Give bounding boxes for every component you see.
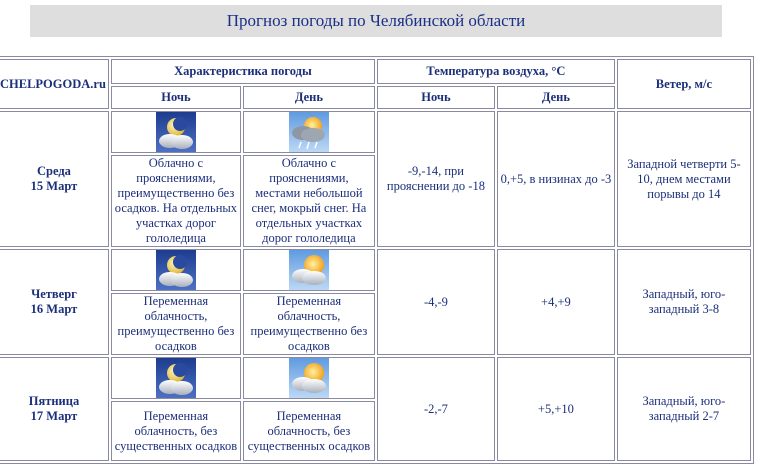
temp-day: +5,+10	[497, 357, 615, 461]
day-description: Переменная облачность, без существенных осадков	[243, 401, 375, 461]
date: 17 Март	[30, 409, 78, 423]
forecast-table	[0, 56, 754, 464]
day-icon-cell	[243, 249, 375, 291]
page-title: Прогноз погоды по Челябинской области	[30, 5, 722, 37]
weekday: Среда	[36, 164, 71, 178]
sun-cloud-icon	[289, 358, 329, 398]
air-temperature-header: Температура воздуха, °С	[377, 59, 615, 84]
wind-value: Западной четверти 5-10, днем местами порывы до 14	[617, 111, 751, 247]
temp-night: -9,-14, при прояснении до -18	[377, 111, 495, 247]
moon-cloud-icon	[156, 250, 196, 290]
day-label	[0, 111, 109, 247]
day-label	[0, 357, 109, 461]
temp-day: 0,+5, в низинах до -3	[497, 111, 615, 247]
weather-day-header: День	[243, 86, 375, 109]
day-icon-cell	[243, 111, 375, 153]
day-description: Переменная облачность, преимущественно без осадков	[243, 293, 375, 355]
weather-night-header: Ночь	[111, 86, 241, 109]
temp-day: +4,+9	[497, 249, 615, 355]
night-description: Облачно с прояснениями, преимущественно без осадков. На отдельных участках дорог гололедица	[111, 155, 241, 247]
day-label	[0, 249, 109, 355]
site-name: CHELPOGODA.ru	[0, 59, 109, 109]
sun-cloud-icon	[289, 250, 329, 290]
sun-cloud-snow-icon	[289, 112, 329, 152]
weekday: Четверг	[31, 287, 77, 301]
night-icon-cell	[111, 111, 241, 153]
wind-value: Западный, юго-западный 2-7	[617, 357, 751, 461]
weekday: Пятница	[28, 394, 80, 408]
day-icon-cell	[243, 357, 375, 399]
temp-night: -4,-9	[377, 249, 495, 355]
night-description: Переменная облачность, без существенных осадков	[111, 401, 241, 461]
wind-header: Ветер, м/с	[617, 59, 751, 109]
date: 15 Март	[30, 179, 78, 193]
moon-cloud-icon	[156, 358, 196, 398]
night-icon-cell	[111, 249, 241, 291]
date: 16 Март	[30, 302, 78, 316]
day-description: Облачно с прояснениями, местами небольшой снег, мокрый снег. На отдельных участках дорог гололедица	[243, 155, 375, 247]
weather-characteristics-header: Характеристика погоды	[111, 59, 375, 84]
temp-night-header: Ночь	[377, 86, 495, 109]
night-icon-cell	[111, 357, 241, 399]
moon-cloud-icon	[156, 112, 196, 152]
night-description: Переменная облачность, преимущественно без осадков	[111, 293, 241, 355]
wind-value: Западный, юго-западный 3-8	[617, 249, 751, 355]
temp-night: -2,-7	[377, 357, 495, 461]
temp-day-header: День	[497, 86, 615, 109]
